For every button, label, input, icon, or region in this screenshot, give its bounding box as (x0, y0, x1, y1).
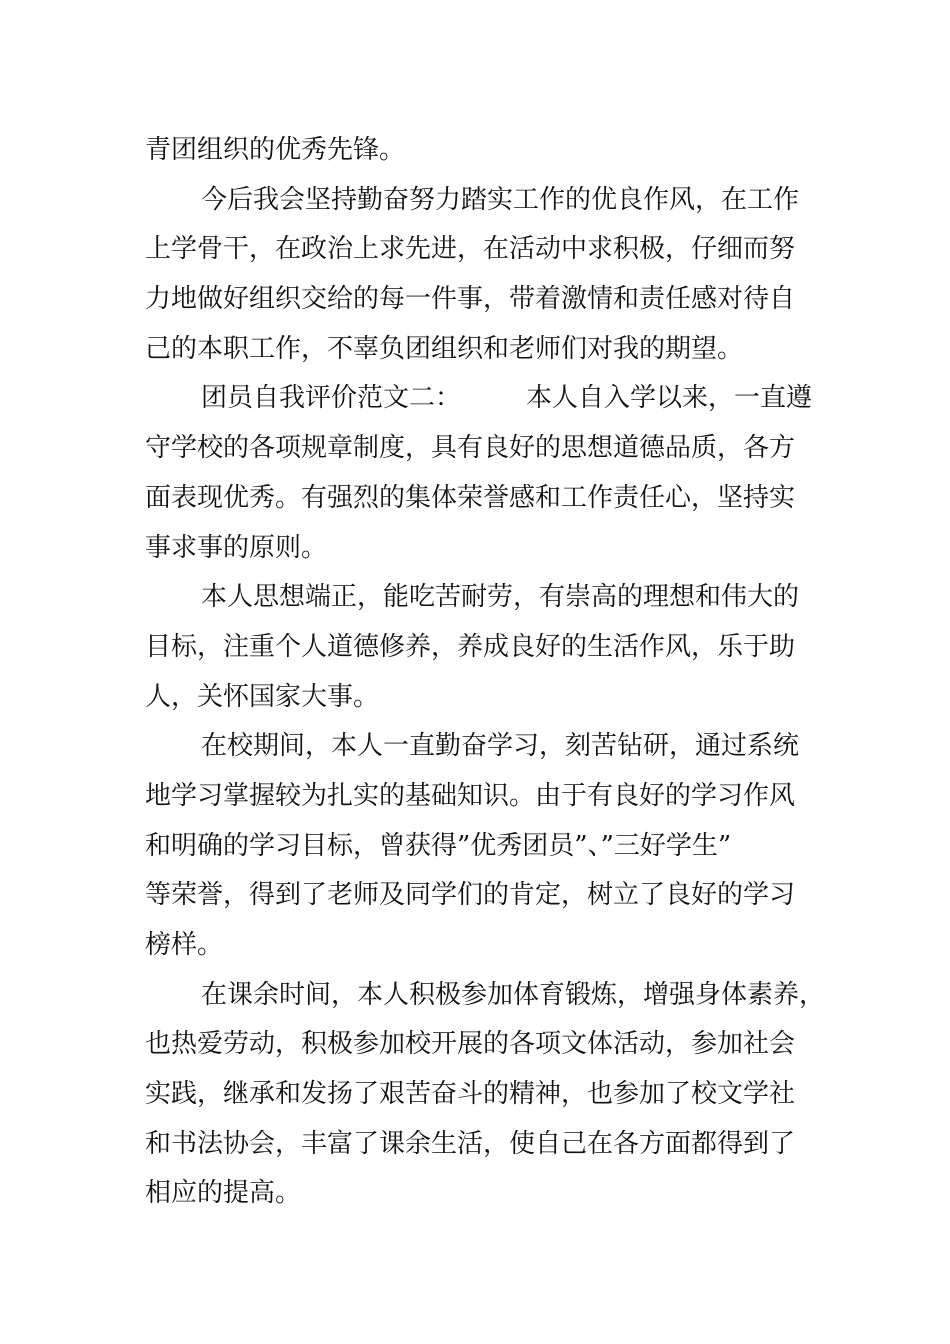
text-line: 力地做好组织交给的每一件事，带着激情和责任感对待自 (145, 284, 796, 315)
text-line: 等荣誉，得到了老师及同学们的肯定，树立了良好的学习 (145, 880, 796, 911)
text-line: 人，关怀国家大事。 (145, 681, 380, 712)
text-line: 也热爱劳动，积极参加校开展的各项文体活动，参加社会 (145, 1029, 796, 1060)
text-line: 地学习掌握较为扎实的基础知识。由于有良好的学习作风 (145, 780, 796, 811)
text-line: 相应的提高。 (145, 1178, 302, 1209)
paragraph-first-line: 团员自我评价范文二： 本人自入学以来，一直遵 (201, 383, 813, 414)
paragraph-first-line: 在校期间，本人一直勤奋学习，刻苦钻研，通过系统 (201, 731, 800, 762)
text-line: 目标，注重个人道德修养，养成良好的生活作风，乐于助 (145, 631, 796, 662)
text-line: 和明确的学习目标，曾获得”优秀团员”、”三好学生” (145, 830, 732, 861)
body-text (145, 126, 826, 1219)
text-line: 己的本职工作，不辜负团组织和老师们对我的期望。 (145, 333, 744, 364)
text-line: 和书法协会，丰富了课余生活，使自己在各方面都得到了 (145, 1128, 796, 1159)
text-line: 上学骨干，在政治上求先进，在活动中求积极，仔细而努 (145, 234, 796, 265)
paragraph-first-line: 本人思想端正，能吃苦耐劳，有崇高的理想和伟大的 (201, 582, 800, 613)
text-line: 实践，继承和发扬了艰苦奋斗的精神，也参加了校文学社 (145, 1079, 796, 1110)
text-line: 事求事的原则。 (145, 532, 328, 563)
paragraph-first-line: 在课余时间，本人积极参加体育锻炼，增强身体素养， (201, 979, 826, 1010)
text-line: 青团组织的优秀先锋。 (145, 135, 406, 165)
paragraph-first-line: 今后我会坚持勤奋努力踏实工作的优良作风，在工作 (201, 184, 800, 215)
text-line: 榜样。 (145, 930, 224, 960)
text-line: 面表现优秀。有强烈的集体荣誉感和工作责任心，坚持实 (145, 482, 796, 513)
text-line: 守学校的各项规章制度，具有良好的思想道德品质，各方 (145, 433, 796, 464)
